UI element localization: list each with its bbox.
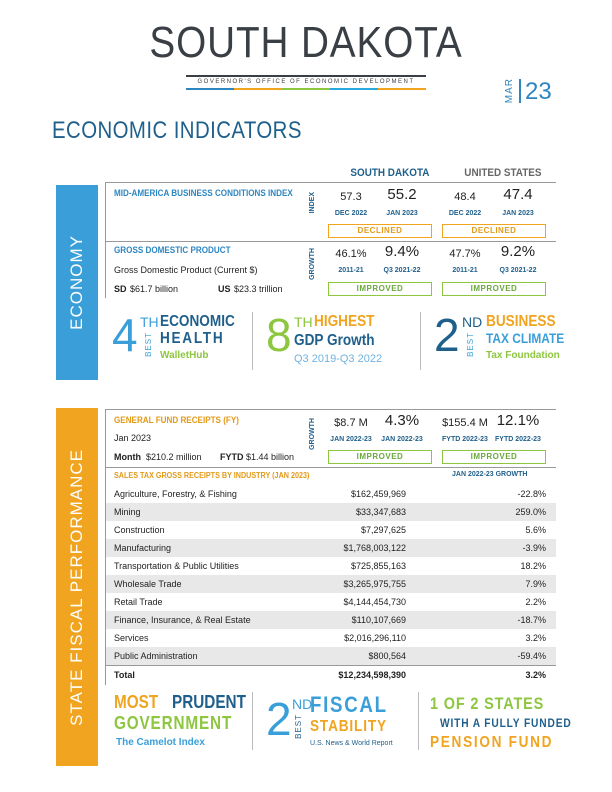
- table-cell: -18.7%: [517, 615, 546, 625]
- gdp-sublabel: Gross Domestic Product (Current $): [114, 265, 258, 275]
- table-cell: $33,347,683: [355, 507, 406, 517]
- table-cell: $162,459,969: [350, 489, 406, 499]
- table-cell: Retail Trade: [114, 597, 163, 607]
- table-cell: -59.4%: [517, 651, 546, 661]
- table-cell: Wholesale Trade: [114, 579, 182, 589]
- best-label: BEST: [466, 332, 475, 357]
- badge-title: BUSINESS: [486, 313, 556, 330]
- table-cell: $7,297,625: [360, 525, 406, 535]
- gfr-label: GENERAL FUND RECEIPTS (FY): [114, 415, 239, 425]
- column-header-sd: SOUTH DAKOTA: [350, 167, 430, 179]
- divider: [519, 79, 521, 103]
- table-row: [106, 539, 556, 557]
- color-divider: [186, 88, 426, 90]
- badge-title: TAX CLIMATE: [486, 330, 565, 346]
- badge-source: WalletHub: [160, 350, 209, 361]
- table-cell: 3.2%: [525, 633, 546, 643]
- table-cell: 3.2%: [525, 670, 546, 680]
- value-label: Q3 2021-22: [383, 267, 421, 274]
- status-badge: IMPROVED: [328, 450, 432, 464]
- value-label: DEC 2022: [334, 210, 368, 217]
- rank-ordinal: ND: [462, 314, 483, 330]
- badge-title: PENSION FUND: [430, 734, 554, 751]
- badge-title: PRUDENT: [172, 692, 246, 712]
- table-cell: 7.9%: [525, 579, 546, 589]
- value: 46.1%: [335, 248, 367, 260]
- rank-ordinal: ND: [292, 696, 313, 712]
- badge-title: FISCAL: [310, 692, 388, 717]
- status-badge: IMPROVED: [442, 282, 546, 296]
- badge-title: ECONOMIC: [160, 313, 235, 330]
- value-label: Q3 2021-22: [499, 267, 537, 274]
- divider: [105, 182, 106, 298]
- table-cell: Agriculture, Forestry, & Fishing: [114, 489, 237, 499]
- status-badge: IMPROVED: [442, 450, 546, 464]
- status-badge: DECLINED: [328, 224, 432, 238]
- status-badge: DECLINED: [442, 224, 546, 238]
- table-cell: Public Administration: [114, 651, 198, 661]
- table-cell: $110,107,669: [351, 615, 406, 625]
- table-row: [106, 629, 556, 647]
- rank-ordinal: TH: [294, 314, 313, 330]
- value: 47.7%: [449, 248, 481, 260]
- badge-source: Q3 2019-Q3 2022: [294, 353, 383, 365]
- table-row: [106, 575, 556, 593]
- table-cell: $4,144,454,730: [343, 597, 406, 607]
- table-cell: Mining: [114, 507, 141, 517]
- best-label: BEST: [144, 332, 153, 357]
- issue-month: MAR: [504, 78, 515, 104]
- value-label: 2011-21: [452, 267, 478, 274]
- badge-source: Tax Foundation: [486, 350, 560, 361]
- table-row: [106, 647, 556, 665]
- best-label: BEST: [294, 714, 303, 739]
- table-cell: 2.2%: [525, 597, 546, 607]
- table-row: [106, 503, 556, 521]
- table-cell: Total: [114, 670, 135, 680]
- badge-title: 1 OF 2 STATES: [430, 694, 545, 713]
- column-header-us: UNITED STATES: [464, 167, 542, 179]
- value-label: JAN 2022-23: [330, 436, 372, 443]
- gdp-label: GROSS DOMESTIC PRODUCT: [114, 245, 231, 255]
- badge-source: The Camelot Index: [116, 737, 205, 748]
- page-subtitle: GOVERNOR'S OFFICE OF ECONOMIC DEVELOPMENT: [197, 79, 415, 85]
- value-label: DEC 2022: [448, 210, 482, 217]
- value-label: FYTD 2022-23: [495, 436, 541, 443]
- table-row: [106, 593, 556, 611]
- table-cell: $2,016,296,110: [344, 633, 406, 643]
- value: 47.4: [503, 186, 533, 203]
- divider: [420, 312, 421, 370]
- value: $155.4 M: [442, 417, 488, 429]
- rank-number: 4: [112, 309, 138, 361]
- value: 55.2: [387, 186, 417, 203]
- issue-year: 23: [525, 78, 552, 105]
- gfr-period: Jan 2023: [114, 433, 152, 443]
- badge-source: U.S. News & World Report: [310, 740, 393, 747]
- gfr-month-amount: $210.2 million: [146, 452, 202, 462]
- table-cell: -3.9%: [522, 543, 546, 553]
- gfr-month-key: Month: [114, 452, 141, 462]
- growth-header: JAN 2022-23 GROWTH: [452, 471, 528, 478]
- table-row: [106, 557, 556, 575]
- value: 12.1%: [496, 412, 540, 429]
- gdp-sd-amount: $61.7 billion: [130, 284, 179, 294]
- sales-tax-label: SALES TAX GROSS RECEIPTS BY INDUSTRY (JAN 2023): [114, 471, 310, 480]
- unit-label: INDEX: [309, 192, 316, 214]
- rank-number: 8: [266, 309, 292, 361]
- table-cell: Construction: [114, 525, 165, 535]
- gdp-sd-key: SD: [114, 284, 127, 294]
- table-row: [106, 611, 556, 629]
- table-cell: $1,768,003,122: [343, 543, 406, 553]
- badge-title: MOST: [114, 692, 159, 712]
- divider: [106, 241, 556, 242]
- divider: [418, 692, 419, 750]
- unit-label: GROWTH: [309, 248, 316, 280]
- divider: [252, 692, 253, 750]
- table-cell: $800,564: [368, 651, 406, 661]
- badge-title: WITH A FULLY FUNDED: [440, 716, 572, 730]
- gdp-us-amount: $23.3 trillion: [234, 284, 283, 294]
- total-row: [106, 665, 556, 683]
- unit-label: GROWTH: [309, 418, 316, 450]
- table-cell: Services: [114, 633, 149, 643]
- badge-title: GOVERNMENT: [114, 713, 233, 733]
- gfr-fytd-amount: $1.44 billion: [246, 452, 295, 462]
- status-badge: IMPROVED: [328, 282, 432, 296]
- section-title: ECONOMIC INDICATORS: [52, 117, 302, 144]
- table-row: [106, 521, 556, 539]
- page-title: SOUTH DAKOTA: [149, 18, 463, 67]
- value: $8.7 M: [334, 417, 368, 429]
- gdp-us-key: US: [218, 284, 231, 294]
- badge-title: STABILITY: [310, 718, 387, 735]
- rank-number: 2: [434, 309, 460, 361]
- value-label: JAN 2023: [502, 210, 534, 217]
- value-label: JAN 2022-23: [381, 436, 423, 443]
- value: 4.3%: [384, 412, 420, 429]
- table-cell: $3,265,975,755: [343, 579, 406, 589]
- table-cell: -22.8%: [517, 489, 546, 499]
- badge-title: HIGHEST: [314, 313, 375, 330]
- divider: [252, 312, 253, 370]
- table-cell: Manufacturing: [114, 543, 172, 553]
- value: 9.4%: [384, 243, 420, 260]
- table-cell: $725,855,163: [350, 561, 406, 571]
- value: 9.2%: [500, 243, 536, 260]
- rank-ordinal: TH: [140, 314, 159, 330]
- value: 48.4: [454, 191, 476, 203]
- badge-title: HEALTH: [160, 330, 225, 347]
- mabci-label: MID-AMERICA BUSINESS CONDITIONS INDEX: [114, 188, 293, 198]
- divider: [106, 467, 556, 468]
- table-row: [106, 485, 556, 503]
- table-cell: Finance, Insurance, & Real Estate: [114, 615, 251, 625]
- value-label: JAN 2023: [386, 210, 418, 217]
- fiscal-side-label: STATE FISCAL PERFORMANCE: [56, 408, 98, 766]
- divider: [186, 75, 426, 77]
- value-label: 2011-21: [338, 267, 364, 274]
- value-label: FYTD 2022-23: [442, 436, 488, 443]
- table-cell: $12,234,598,390: [338, 670, 406, 680]
- rank-number: 2: [266, 693, 292, 745]
- table-cell: 259.0%: [515, 507, 546, 517]
- economy-side-label: ECONOMY: [56, 185, 98, 380]
- table-cell: 18.2%: [520, 561, 546, 571]
- gfr-fytd-key: FYTD: [220, 452, 244, 462]
- badge-title: GDP Growth: [294, 332, 375, 349]
- table-cell: Transportation & Public Utilities: [114, 561, 239, 571]
- value: 57.3: [340, 191, 362, 203]
- table-cell: 5.6%: [525, 525, 546, 535]
